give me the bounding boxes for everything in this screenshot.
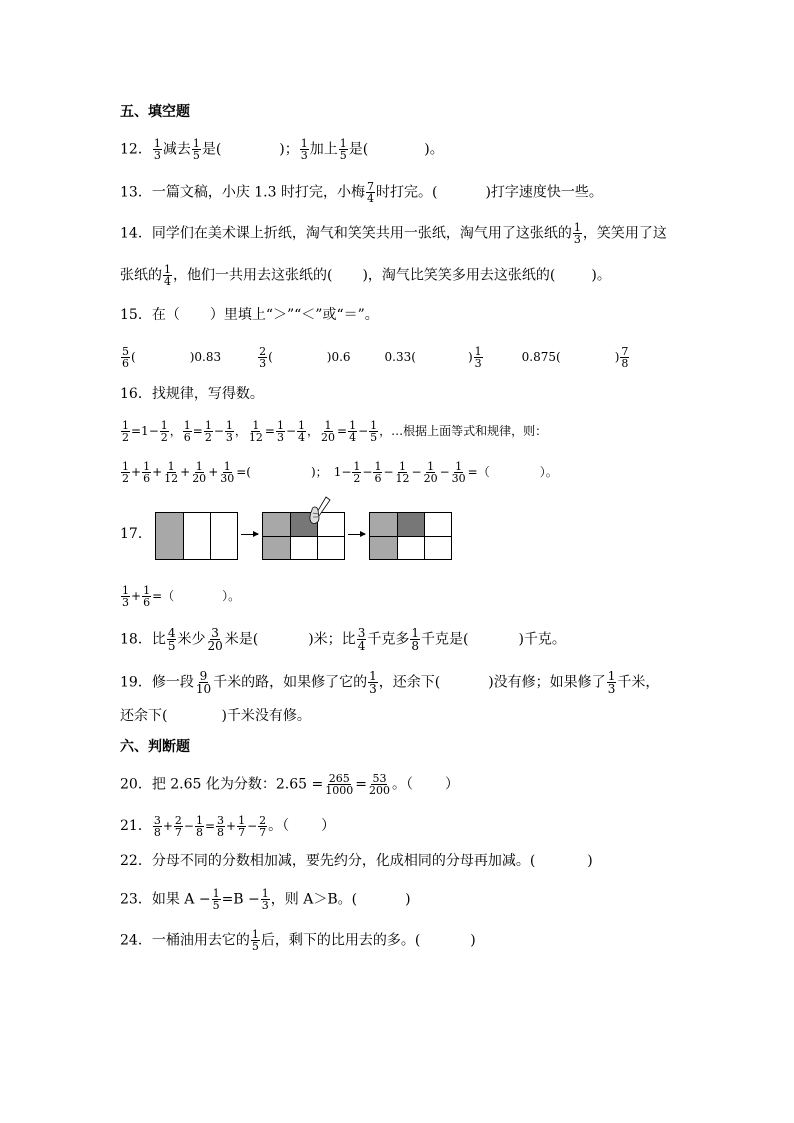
question-20: 20．把 2.65 化为分数：2.65 = $\frac{265}{1000}$ = $\frac{53}{200}$ 。（ ） <box>120 772 459 797</box>
q18-fraction-4: $\frac{1}{8}$ <box>411 626 419 653</box>
q15b-fraction: $\frac{2}{3}$ <box>259 345 267 370</box>
question-23: 23．如果 A − $\frac{1}{5}$ =B − $\frac{1}{3}$ ，则 A＞B。( ) <box>120 887 411 912</box>
q23-fraction-1: $\frac{1}{5}$ <box>212 887 220 912</box>
arrow-icon <box>241 534 258 535</box>
q22-text: 22．分母不同的分数相加减，要先约分，化成相同的分母再加减。( <box>120 853 536 869</box>
question-14-line-1 <box>120 222 667 245</box>
q14-text: ，笑笑用了这 <box>582 225 667 242</box>
q13-text: 13．一篇文稿，小庆 1.3 时打完，小梅 <box>120 184 365 201</box>
q15a-fraction: $\frac{5}{6}$ <box>122 345 129 370</box>
q20-fraction-1: $\frac{265}{1000}$ <box>325 772 354 797</box>
q24-fraction: $\frac{1}{5}$ <box>251 928 259 953</box>
question-19-line-2 <box>120 706 311 726</box>
q15c-value: 0.33( <box>384 350 416 364</box>
q20-fraction-2: $\frac{53}{200}$ <box>368 772 390 797</box>
q18-text: )米；比 <box>308 631 356 648</box>
q18-fraction-3: $\frac{3}{4}$ <box>357 626 366 653</box>
q14-text: 张纸的 <box>120 267 162 284</box>
question-24: 24．一桶油用去它的 $\frac{1}{5}$ 后，剩下的比用去的多。( ) <box>120 928 476 953</box>
q14-text: 14．同学们在美术课上折纸，淘气和笑笑共用一张纸，淘气用了这张纸的 <box>120 225 572 242</box>
question-17-number: 17． <box>120 526 152 542</box>
q18-text: 米少 <box>177 631 206 648</box>
fraction-figure-sixths-result <box>369 512 452 560</box>
question-16: 16．找规律，写得数。 <box>120 386 264 402</box>
q14-text: )，淘气比笑笑多用去这张纸的( <box>362 267 556 284</box>
q12-text: 减去 <box>162 141 191 158</box>
q15d-fraction: $\frac{7}{8}$ <box>621 345 629 370</box>
q23-text: 23．如果 A − <box>120 891 211 908</box>
q13-text: )打字速度快一些。 <box>485 184 603 201</box>
q15d-value: 0.875( <box>521 350 561 364</box>
q12-fraction-4: $\frac{1}{5}$ <box>339 137 347 162</box>
q19-text: )千米没有修。 <box>221 708 311 724</box>
q13-text: 时打完。( <box>375 184 438 201</box>
q19-text: 千米， <box>617 674 660 691</box>
q16-pattern-equations: $\frac{1}{2}$ =1− $\frac{1}{2}$ ， $\frac{1}{6}$ = $\frac{1}{2}$ − $\frac{1}{3}$ ， $\frac{1}{12}$ = $\frac{1}{3}$ − $\frac{1}{4}$ ， $\frac{1}{20}$ = $\frac{1}{4}$ − $\frac{1}{5}$ ，…根据上面等式和规律，则： <box>122 419 548 444</box>
q14-text: )。 <box>591 267 611 284</box>
q16-instruction: ，…根据上面等式和规律，则： <box>379 424 548 438</box>
question-13 <box>120 181 603 204</box>
fraction-figure-sixths-shading <box>262 512 345 560</box>
arrow-icon <box>348 534 365 535</box>
q17-fraction-2: $\frac{1}{6}$ <box>143 584 151 609</box>
q19-text: 还余下( <box>120 708 168 724</box>
question-19-line-1 <box>120 670 659 695</box>
q18-fraction-2: $\frac{3}{20}$ <box>207 626 223 653</box>
q12-text: 加上 <box>309 141 338 158</box>
question-21: 21． $\frac{3}{8}$ + $\frac{2}{7}$ − $\frac{1}{8}$ = $\frac{3}{8}$ + $\frac{1}{7}$ − $\frac{2}{7}$ 。（ ） <box>120 814 336 839</box>
q19-text: )没有修；如果修了 <box>488 674 606 691</box>
q23-text: ，则 A＞B。( <box>270 891 358 908</box>
q18-text: 千克是( <box>420 631 469 648</box>
q14-fraction-2: $\frac{1}{4}$ <box>164 263 171 288</box>
fraction-figure-thirds <box>155 512 238 560</box>
question-12 <box>120 138 444 161</box>
q19-fraction-3: $\frac{1}{3}$ <box>607 669 616 696</box>
q12-text: 是( <box>348 141 369 158</box>
q19-fraction-1: $\frac{9}{10}$ <box>195 669 212 696</box>
q19-text: ，还余下( <box>378 674 441 691</box>
q16-expressions: $\frac{1}{2}$ + $\frac{1}{6}$ + $\frac{1}{12}$ + $\frac{1}{20}$ + $\frac{1}{30}$ =( )； 1− $\frac{1}{2}$ − $\frac{1}{6}$ − $\frac{1}{12}$ − $\frac{1}{20}$ − $\frac{1}{30}$ =（ ）。 <box>122 460 558 485</box>
section-heading-fill: 五、填空题 <box>120 104 190 120</box>
question-15 <box>120 305 379 325</box>
q15a-value: )0.83 <box>189 350 222 364</box>
q14-fraction-1: $\frac{1}{3}$ <box>573 221 581 246</box>
q15c-fraction: $\frac{1}{3}$ <box>474 345 482 370</box>
q19-fraction-2: $\frac{1}{3}$ <box>369 669 377 696</box>
q19-text: 千米的路，如果修了它的 <box>213 674 368 691</box>
q15b-value: )0.6 <box>326 350 351 364</box>
question-15-items: $\frac{5}{6}$ ( )0.83 $\frac{2}{3}$ ( )0.6 0.33( ) $\frac{1}{3}$ 0.875( ) $\frac{7}{8}$ <box>122 345 629 370</box>
q20-text: 。（ <box>391 776 413 793</box>
q12-text: )； <box>279 141 299 158</box>
q19-text: 19．修一段 <box>120 674 194 691</box>
q15-text: ）里填上“＞”“＜”或“＝”。 <box>209 307 379 323</box>
q12-text: )。 <box>424 141 444 158</box>
q18-text: 米是( <box>224 631 259 648</box>
q12-fraction-2: $\frac{1}{5}$ <box>192 137 200 162</box>
question-18 <box>120 627 566 652</box>
hand-pencil-icon <box>308 496 332 526</box>
q18-fraction-1: $\frac{4}{5}$ <box>167 626 176 653</box>
section-heading-judge: 六、判断题 <box>120 739 190 755</box>
q18-text: )千克。 <box>518 631 566 648</box>
q12-fraction-3: $\frac{1}{3}$ <box>300 137 308 162</box>
q24-text: 24．一桶油用去它的 <box>120 932 250 949</box>
question-17: $\frac{1}{3}$ + $\frac{1}{6}$ =（ ）。 <box>122 584 241 609</box>
question-14-line-2 <box>120 264 611 287</box>
q12-fraction-1: $\frac{1}{3}$ <box>153 137 161 162</box>
q18-text: 18．比 <box>120 631 166 648</box>
q13-fraction: $\frac{7}{4}$ <box>366 180 374 205</box>
q23-fraction-2: $\frac{1}{3}$ <box>261 887 269 912</box>
q12-text: 是( <box>201 141 222 158</box>
q12-number: 12． <box>120 141 152 158</box>
q18-text: 千克多 <box>367 631 410 648</box>
q20-text: 20．把 2.65 化为分数：2.65 = <box>120 776 324 793</box>
q23-text: =B − <box>221 891 260 908</box>
q17-fraction-1: $\frac{1}{3}$ <box>122 584 129 609</box>
q14-text: ，他们一共用去这张纸的( <box>173 267 333 284</box>
question-22: 22．分母不同的分数相加减，要先约分，化成相同的分母再加减。( ) <box>120 853 593 869</box>
q15-text: 15．在（ <box>120 307 180 323</box>
q24-text: 后，剩下的比用去的多。( <box>260 932 421 949</box>
